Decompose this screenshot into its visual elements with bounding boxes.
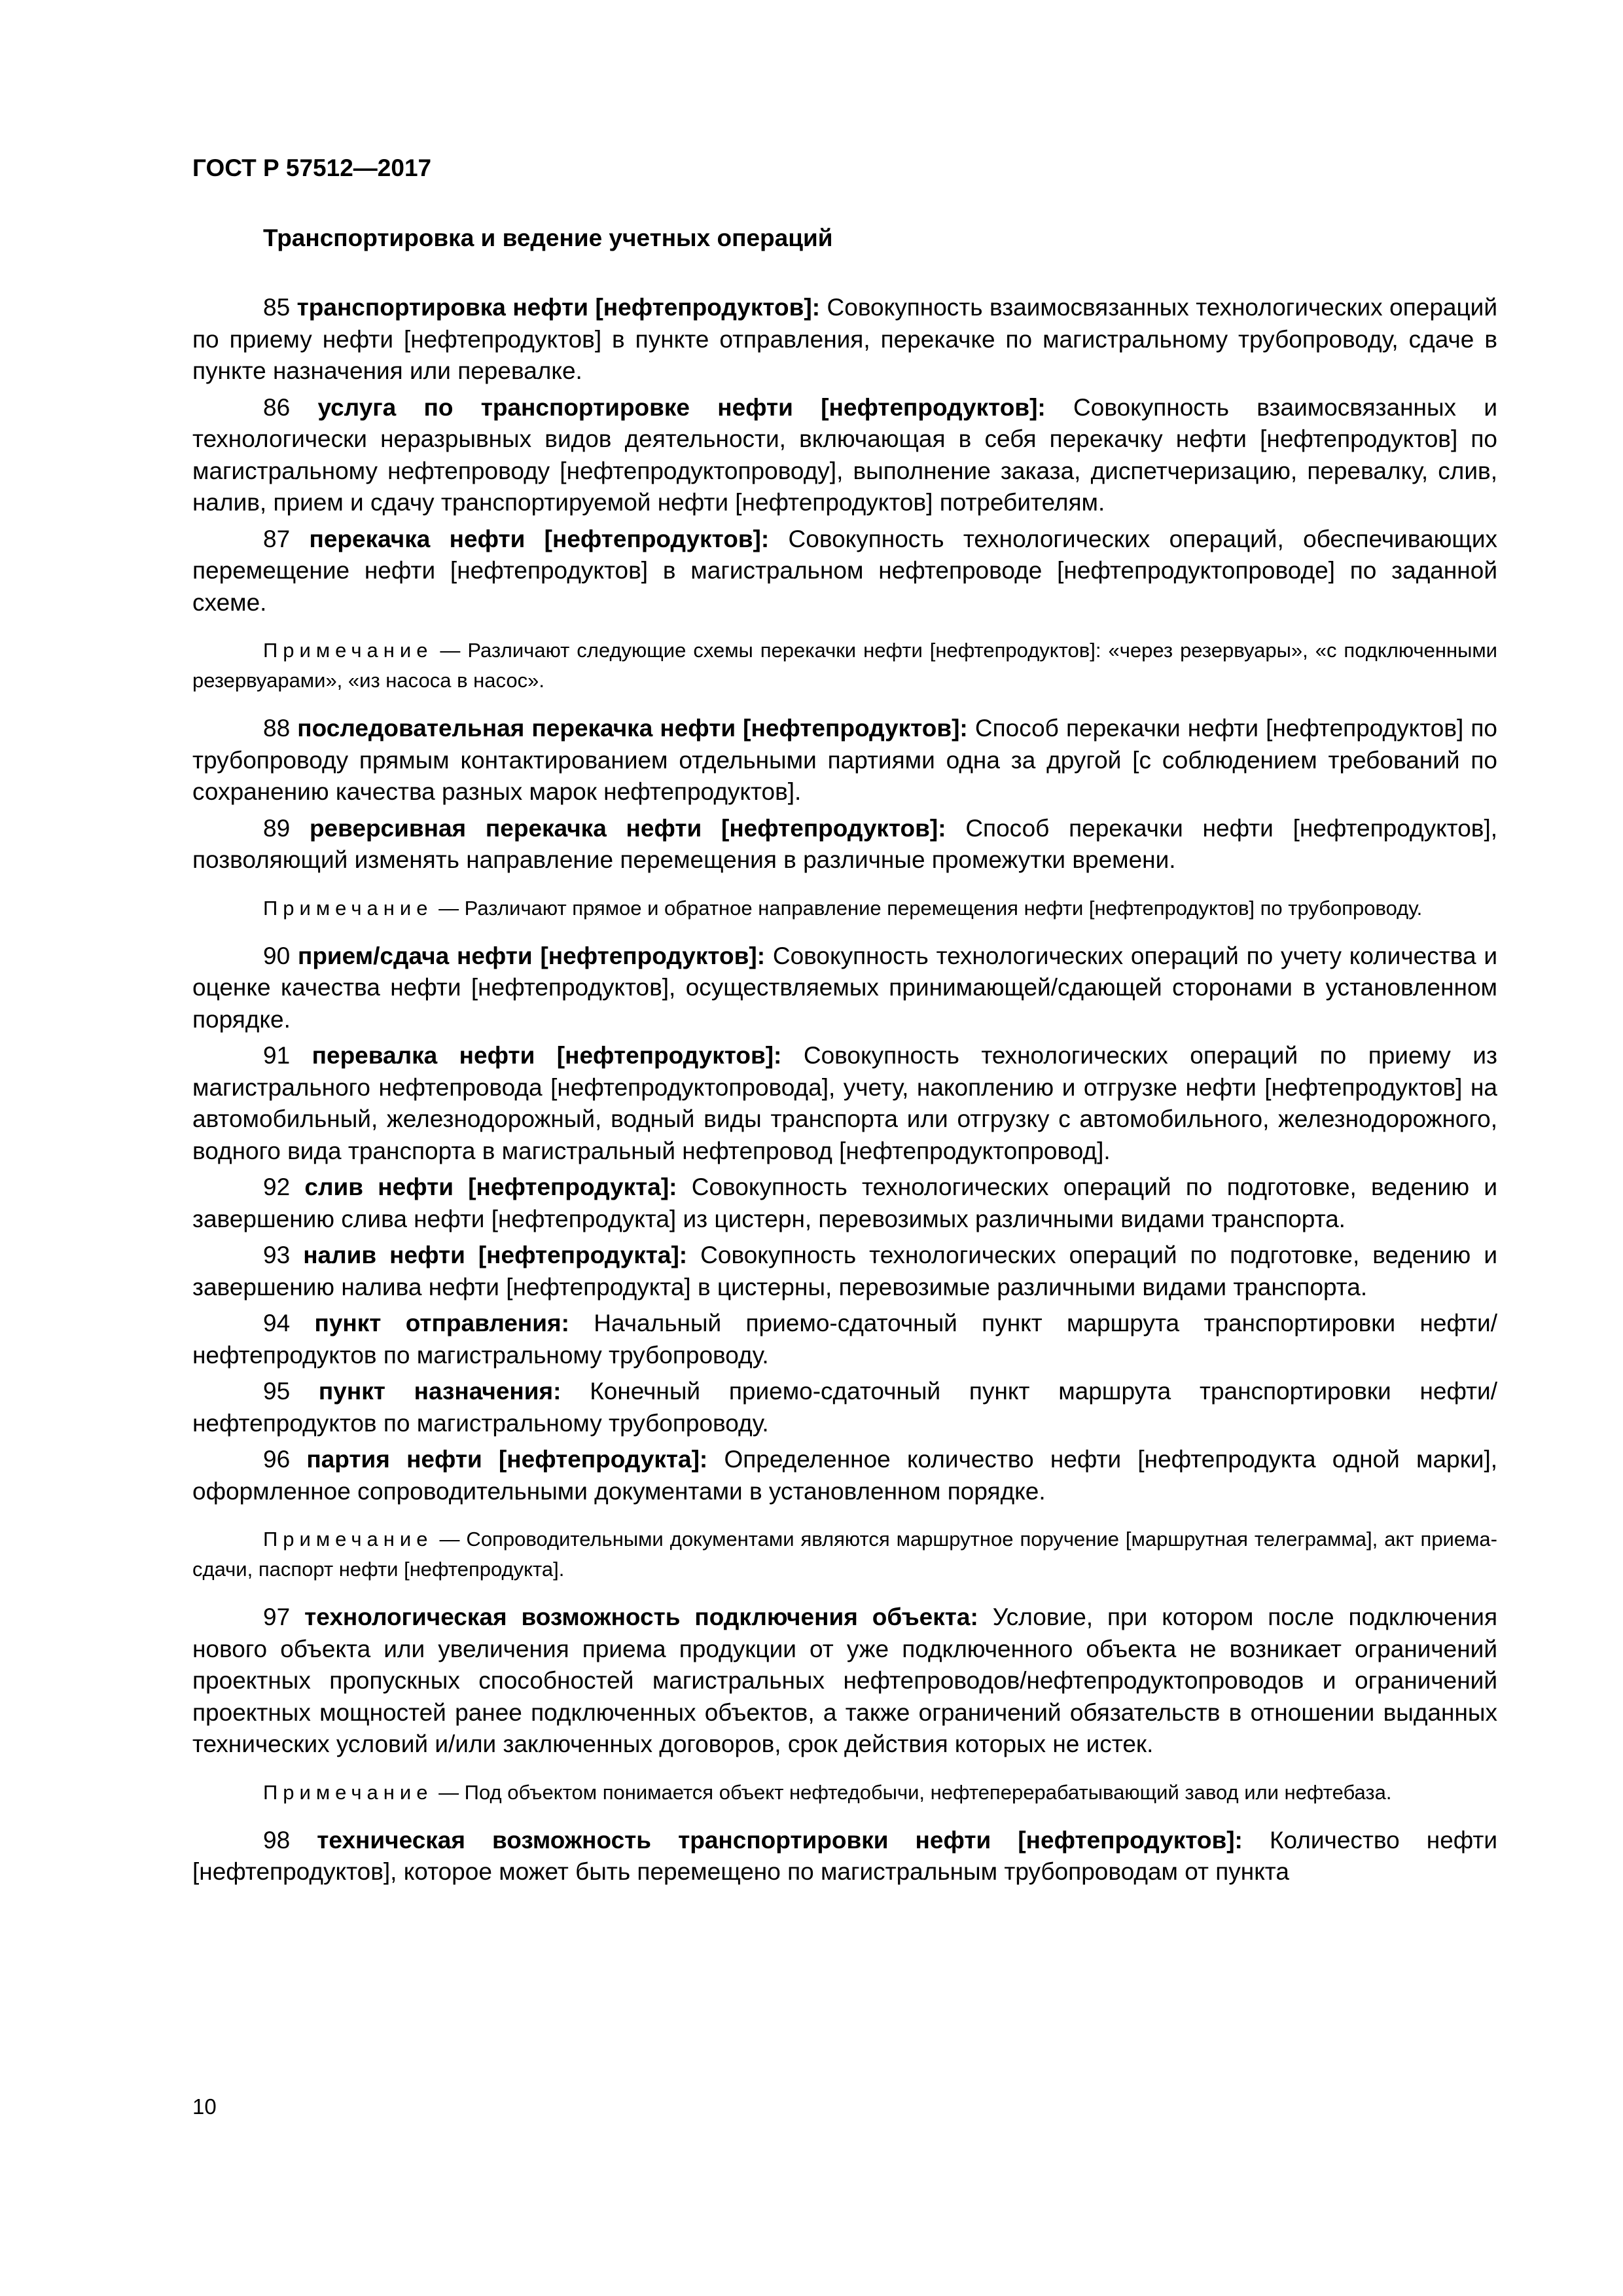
term-name: налив нефти [нефтепродукта]: bbox=[303, 1242, 688, 1268]
term-text: Совокупность взаимосвязанных технологических операций по приему нефти [нефтепродуктов] в пункте отправления, перекачке по магистральному трубопроводу, сдаче в пункте назначения или перевалке. bbox=[192, 294, 1498, 384]
page-content bbox=[192, 223, 1497, 1888]
term-definition bbox=[192, 713, 1497, 808]
term-text: Начальный приемо-сдаточный пункт маршрута транспортировки нефти/нефтепродуктов по магистральному трубопроводу. bbox=[192, 1310, 1497, 1369]
note-text: — Сопроводительными документами являются маршрутное поручение [маршрутная телеграмма], акт приема-сдачи, паспорт нефти [нефтепродукта]. bbox=[192, 1528, 1497, 1581]
term-text: Способ перекачки нефти [нефтепродуктов], позволяющий изменять направление перемещения в различные промежутки времени. bbox=[192, 814, 1498, 873]
term-number: 91 bbox=[263, 1042, 291, 1069]
term-text: Совокупность технологических операций по подготовке, ведению и завершению слива нефти [нефтепродукта] из цистерн, перевозимых различными видами транспорта. bbox=[192, 1174, 1498, 1232]
note-label: Примечание bbox=[263, 1780, 433, 1804]
note bbox=[192, 1778, 1497, 1808]
term-text: Условие, при котором после подключения нового объекта или увеличения приема продукции от уже подключенного объекта не возникает ограничений проектных пропускных способностей магистральных нефтепроводов/нефтепродуктопроводов и ограничений проектных мощностей ранее подключенных объектов, а также ограничений обязательств в отношении выданных технических условий и/или заключенных договоров, срок действия которых не истек. bbox=[192, 1604, 1498, 1757]
term-number: 85 bbox=[263, 294, 291, 321]
term-definition bbox=[192, 941, 1497, 1036]
note-label: Примечание bbox=[263, 639, 433, 662]
term-number: 96 bbox=[263, 1446, 291, 1473]
term-number: 93 bbox=[263, 1242, 291, 1268]
note bbox=[192, 1524, 1497, 1585]
term-text: Совокупность технологических операций по учету количества и оценке качества нефти [нефтепродуктов], осуществляемых принимающей/сдающей сторонами в установленном порядке. bbox=[192, 942, 1497, 1033]
page-number: 10 bbox=[192, 2094, 217, 2119]
term-name: последовательная перекачка нефти [нефтепродуктов]: bbox=[297, 715, 968, 742]
term-number: 97 bbox=[263, 1604, 291, 1630]
note bbox=[192, 636, 1497, 696]
term-name: перевалка нефти [нефтепродуктов]: bbox=[312, 1042, 782, 1069]
term-definition bbox=[192, 1444, 1497, 1507]
note-label: Примечание bbox=[263, 896, 433, 920]
term-text: Конечный приемо-сдаточный пункт маршрута транспортировки нефти/нефтепродуктов по магистральному трубопроводу. bbox=[192, 1378, 1497, 1437]
note-text: — Различают следующие схемы перекачки нефти [нефтепродуктов]: «через резервуары», «с подключенными резервуарами», «из насоса в насос». bbox=[192, 639, 1497, 692]
term-number: 87 bbox=[263, 525, 291, 552]
term-definition bbox=[192, 1602, 1497, 1761]
note-text: — Различают прямое и обратное направление перемещения нефти [нефтепродуктов] по трубопроводу. bbox=[438, 896, 1423, 920]
term-list bbox=[192, 292, 1497, 1888]
term-definition bbox=[192, 392, 1497, 519]
section-title: Транспортировка и ведение учетных операций bbox=[263, 224, 833, 251]
document-header: ГОСТ Р 57512—2017 bbox=[192, 154, 432, 181]
note-label: Примечание bbox=[263, 1528, 433, 1551]
term-name: партия нефти [нефтепродукта]: bbox=[306, 1446, 708, 1473]
term-number: 95 bbox=[263, 1378, 291, 1405]
term-number: 94 bbox=[263, 1310, 291, 1336]
term-number: 89 bbox=[263, 814, 291, 842]
term-text: Определенное количество нефти [нефтепродукта одной марки], оформленное сопроводительными документами в установленном порядке. bbox=[192, 1446, 1498, 1505]
term-number: 90 bbox=[263, 942, 291, 969]
term-definition bbox=[192, 524, 1497, 619]
term-definition bbox=[192, 1308, 1497, 1371]
term-text: Совокупность технологических операций по приему из магистрального нефтепровода [нефтепродуктопровода], учету, накоплению и отгрузке нефти [нефтепродуктов] на автомобильный, железнодорожный, водный виды транспорта или отгрузку с автомобильного, железнодорожного, водного вида транспорта в магистральный нефтепровод [нефтепродуктопровод]. bbox=[192, 1042, 1498, 1164]
term-name: техническая возможность транспортировки нефти [нефтепродуктов]: bbox=[317, 1826, 1243, 1854]
term-name: пункт назначения: bbox=[318, 1378, 562, 1405]
term-definition bbox=[192, 292, 1497, 387]
term-name: прием/сдача нефти [нефтепродуктов]: bbox=[297, 942, 766, 969]
term-number: 92 bbox=[263, 1174, 291, 1200]
term-definition bbox=[192, 1172, 1497, 1235]
term-text: Совокупность технологических операций, обеспечивающих перемещение нефти [нефтепродуктов] в магистральном нефтепроводе [нефтепродуктопроводе] по заданной схеме. bbox=[192, 525, 1498, 616]
term-definition bbox=[192, 1376, 1497, 1439]
term-name: услуга по транспортировке нефти [нефтепродуктов]: bbox=[317, 393, 1046, 421]
term-text: Способ перекачки нефти [нефтепродуктов] по трубопроводу прямым контактированием отдельными партиями одна за другой [с соблюдением требований по сохранению качества разных марок нефтепродуктов]. bbox=[192, 715, 1498, 805]
term-name: транспортировка нефти [нефтепродуктов]: bbox=[296, 294, 821, 321]
term-name: перекачка нефти [нефтепродуктов]: bbox=[309, 525, 770, 552]
term-definition bbox=[192, 813, 1497, 876]
term-number: 86 bbox=[263, 393, 291, 421]
term-text: Совокупность взаимосвязанных и технологически неразрывных видов деятельности, включающая в себя перекачку нефти [нефтепродуктов] по магистральному нефтепроводу [нефтепродуктопроводу], выполнение заказа, диспетчеризацию, перевалку, слив, налив, прием и сдачу транспортируемой нефти [нефтепродуктов] потребителям. bbox=[192, 393, 1497, 516]
term-definition bbox=[192, 1825, 1497, 1888]
note bbox=[192, 893, 1497, 924]
term-definition bbox=[192, 1040, 1497, 1167]
term-name: пункт отправления: bbox=[314, 1310, 569, 1336]
term-number: 88 bbox=[263, 715, 291, 742]
term-definition bbox=[192, 1240, 1497, 1303]
term-text: Количество нефти [нефтепродуктов], которое может быть перемещено по магистральным трубопроводам от пункта bbox=[192, 1826, 1498, 1885]
note-text: — Под объектом понимается объект нефтедобычи, нефтеперерабатывающий завод или нефтебаза. bbox=[438, 1780, 1392, 1804]
term-name: реверсивная перекачка нефти [нефтепродуктов]: bbox=[309, 814, 946, 842]
term-name: слив нефти [нефтепродукта]: bbox=[304, 1174, 677, 1200]
term-number: 98 bbox=[263, 1826, 291, 1854]
term-text: Совокупность технологических операций по подготовке, ведению и завершению налива нефти [нефтепродукта] в цистерны, перевозимые различными видами транспорта. bbox=[192, 1242, 1498, 1300]
term-name: технологическая возможность подключения объекта: bbox=[304, 1604, 978, 1630]
